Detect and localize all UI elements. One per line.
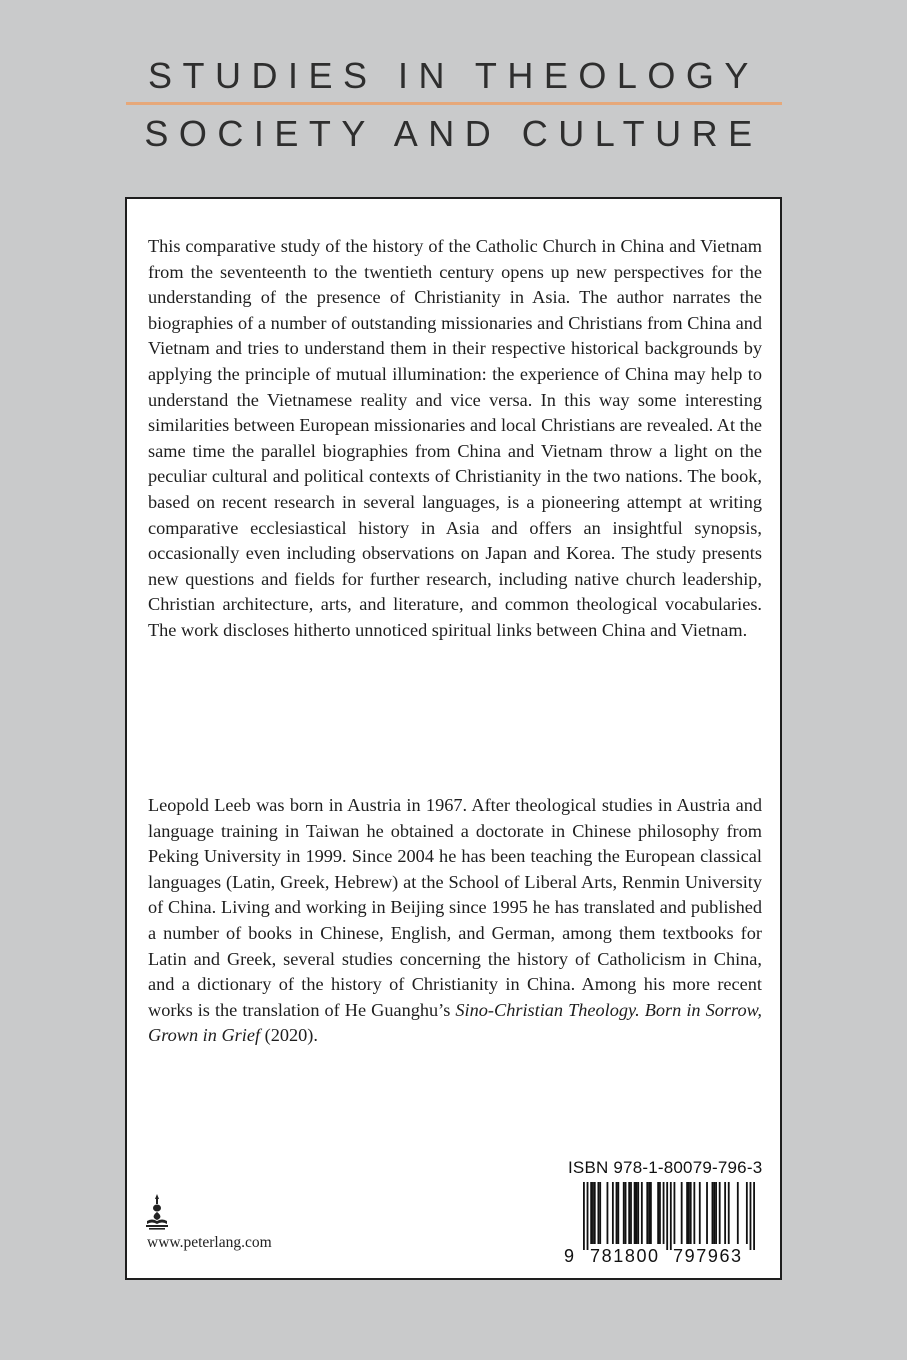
barcode-bar xyxy=(670,1182,672,1250)
author-biography xyxy=(148,793,762,1049)
barcode-bar xyxy=(746,1182,748,1244)
peter-lang-logo-icon xyxy=(143,1193,171,1231)
barcode-bar xyxy=(750,1182,752,1250)
book-description: This comparative study of the history of the Catholic Church in China and Vietnam from the seventeenth to the twentieth century opens up new perspectives for the understanding of the presence of Christianity in Asia. The author narrates the biographies of a number of outstanding missionaries and Christians from China and Vietnam and tries to understand them in their respective historical backgrounds by applying the principle of mutual illumination: the experience of China may help to understand the Vietnamese reality and vice versa. In this way some interesting similarities between European missionaries and local Christians are revealed. At the same time the parallel biographies from China and Vietnam throw a light on the peculiar cultural and political contexts of Christianity in the two nations. The book, based on recent research in several languages, is a pioneering attempt at writing comparative ecclesiastical history in Asia and offers an insightful synopsis, occasionally even including observations on Japan and Korea. The study presents new questions and fields for further research, including native church leadership, Christian architecture, arts, and literature, and common theological vocabularies. The work discloses hitherto unnoticed spiritual links between China and Vietnam. xyxy=(148,236,762,640)
author-bio-text: Leopold Leeb was born in Austria in 1967. After theological studies in Austria and language training in Taiwan he obtained a doctorate in Chinese philosophy from Peking University in 1999. Since 2004 he has been teaching the European classical languages (Latin, Greek, Hebrew) at the School of Liberal Arts, Renmin University of China. Living and working in Beijing since 1995 he has translated and published a number of books in Chinese, English, and German, among them textbooks for Latin and Greek, several studies concerning the history of Catholicism in China, and a dictionary of the history of Christianity in China. Among his more recent works is the translation of He Guanghu’s xyxy=(148,795,762,1020)
barcode-bar xyxy=(674,1182,676,1244)
series-divider xyxy=(126,102,782,105)
barcode-bar xyxy=(590,1182,592,1244)
barcode-bar xyxy=(659,1182,661,1244)
barcode-bar xyxy=(648,1182,650,1244)
barcode-bar xyxy=(681,1182,683,1244)
barcode-bar xyxy=(666,1182,668,1250)
barcode-bar xyxy=(688,1182,690,1244)
barcode-bar xyxy=(650,1182,652,1244)
barcode-bar xyxy=(706,1182,708,1244)
barcode-bar xyxy=(728,1182,730,1244)
barcode-bar xyxy=(713,1182,715,1244)
barcode-bar xyxy=(693,1182,695,1244)
isbn-label: ISBN 978-1-80079-796-3 xyxy=(568,1158,763,1177)
barcode-bar xyxy=(628,1182,630,1244)
isbn-barcode xyxy=(583,1182,755,1250)
barcode-bar xyxy=(594,1182,596,1244)
barcode-bar xyxy=(686,1182,688,1244)
barcode-bar xyxy=(657,1182,659,1244)
translated-book-title: Sino-Christian Theology. Born in Sorrow, Grown in Grief xyxy=(148,999,762,1046)
barcode-bar xyxy=(637,1182,639,1244)
barcode-bar xyxy=(646,1182,648,1244)
barcode-bar xyxy=(715,1182,717,1244)
barcode-bar xyxy=(636,1182,638,1244)
publisher-website[interactable]: www.peterlang.com xyxy=(147,1234,272,1251)
barcode-digit-group-2: 797963 xyxy=(673,1246,743,1266)
barcode-bar xyxy=(612,1182,614,1244)
series-title-line-1: STUDIES IN THEOLOGY xyxy=(148,55,759,96)
barcode-bar xyxy=(690,1182,692,1244)
barcode-bar xyxy=(663,1182,665,1244)
barcode-bar xyxy=(724,1182,726,1244)
barcode-bar xyxy=(641,1182,643,1244)
barcode-bar xyxy=(630,1182,632,1244)
barcode-bar xyxy=(625,1182,627,1244)
barcode-bar xyxy=(699,1182,701,1244)
back-cover-panel xyxy=(125,197,782,1280)
barcode-bar xyxy=(597,1182,599,1244)
barcode-bar xyxy=(737,1182,739,1244)
barcode-bar xyxy=(583,1182,585,1250)
translation-year: (2020). xyxy=(260,1025,318,1046)
barcode-digit-group-1: 781800 xyxy=(590,1246,660,1266)
barcode-bar xyxy=(617,1182,619,1244)
series-title-line-2: SOCIETY AND CULTURE xyxy=(144,113,763,154)
barcode-bar xyxy=(599,1182,601,1244)
barcode-digit-lead: 9 xyxy=(564,1246,575,1266)
barcode-bar xyxy=(712,1182,714,1244)
barcode-bar xyxy=(592,1182,594,1244)
barcode-bar xyxy=(719,1182,721,1244)
barcode-bar xyxy=(753,1182,755,1250)
barcode-bar xyxy=(587,1182,589,1250)
barcode-bar xyxy=(634,1182,636,1244)
barcode-bar xyxy=(607,1182,609,1244)
barcode-bar xyxy=(616,1182,618,1244)
barcode-bar xyxy=(623,1182,625,1244)
